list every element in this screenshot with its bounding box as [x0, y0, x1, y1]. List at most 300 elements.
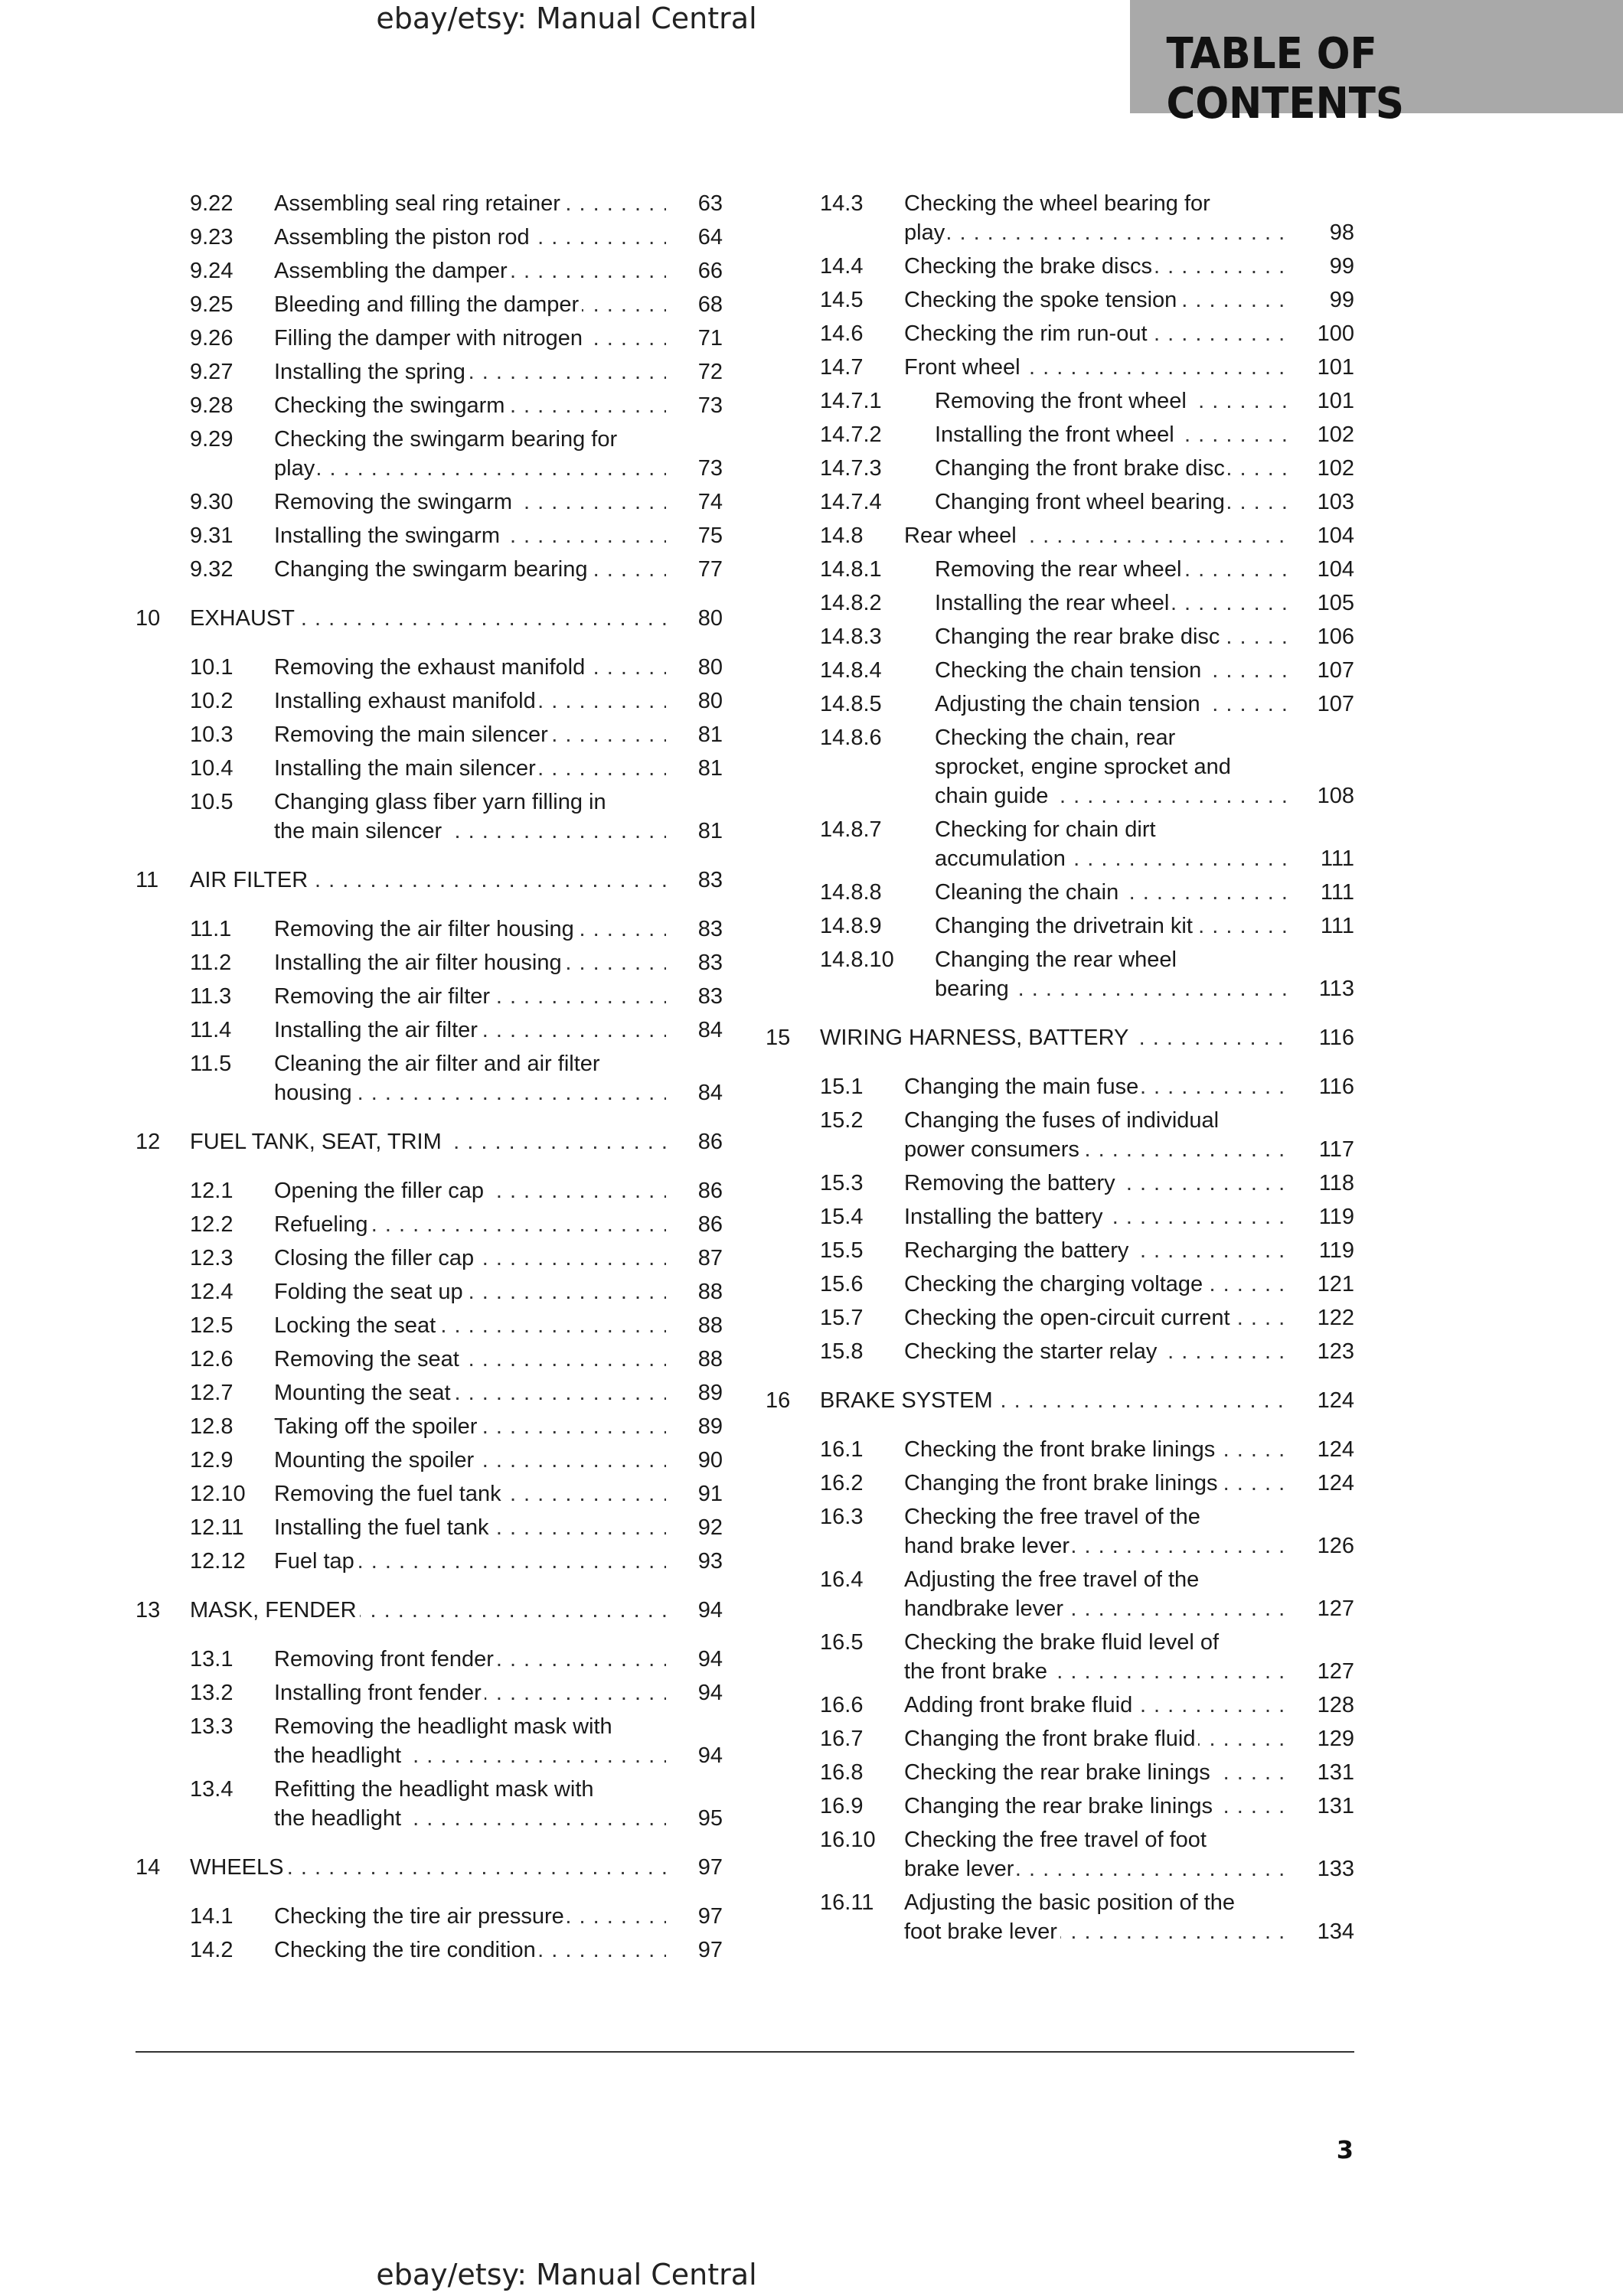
- toc-entry-page[interactable]: 113: [1318, 977, 1354, 1001]
- toc-entry-page[interactable]: 64: [697, 225, 723, 249]
- watermark-bottom: ebay/etsy: Manual Central: [376, 2258, 757, 2291]
- toc-entry-number: 16.9: [820, 1794, 864, 1818]
- toc-entry-page[interactable]: 99: [1329, 254, 1354, 279]
- toc-entry-title[interactable]: [935, 386, 1290, 416]
- toc-entry-number: 9.31: [190, 523, 233, 548]
- toc-entry-page[interactable]: 81: [697, 722, 723, 747]
- toc-entry-title[interactable]: [274, 982, 666, 1011]
- toc-entry-title-text: Removing the battery: [904, 1171, 1118, 1195]
- toc-entry-title-text: Checking the rim run-out: [904, 321, 1151, 346]
- toc-entry-number: 14.6: [820, 321, 864, 346]
- toc-entry-page[interactable]: 119: [1318, 1205, 1354, 1229]
- toc-entry-number: 12.1: [190, 1179, 233, 1203]
- toc-entry-title[interactable]: [274, 1277, 666, 1306]
- toc-entry-page[interactable]: 89: [697, 1381, 723, 1405]
- toc-entry-page[interactable]: 77: [697, 557, 723, 582]
- toc-entry-title-text: WIRING HARNESS, BATTERY: [820, 1026, 1132, 1050]
- toc-entry-number: 9.24: [190, 259, 233, 283]
- toc-entry-page[interactable]: 81: [697, 819, 723, 843]
- toc-entry-title[interactable]: [904, 1854, 1290, 1883]
- toc-entry-page[interactable]: 94: [697, 1681, 723, 1705]
- toc-entry-number: 12.9: [190, 1448, 233, 1473]
- toc-entry-title[interactable]: [274, 1547, 666, 1576]
- toc-entry-title-text: Checking the open-circuit current: [904, 1306, 1233, 1330]
- toc-entry-page[interactable]: 68: [697, 292, 723, 317]
- toc-entry-page[interactable]: 95: [697, 1806, 723, 1831]
- toc-entry-page[interactable]: 81: [697, 756, 723, 781]
- toc-entry-title[interactable]: [274, 1645, 666, 1674]
- toc-entry-number: 12.8: [190, 1414, 233, 1439]
- toc-entry-page[interactable]: 73: [697, 393, 723, 418]
- toc-entry-title[interactable]: [274, 1446, 666, 1475]
- toc-entry-number: 10.5: [190, 790, 233, 814]
- toc-entry-title[interactable]: [935, 752, 1608, 781]
- toc-entry-title-text: Checking the starter relay: [904, 1339, 1160, 1364]
- toc-entry-number: 10.4: [190, 756, 233, 781]
- toc-entry-title-text: Checking the chain, rear: [935, 726, 1178, 750]
- toc-entry-number: 9.27: [190, 360, 233, 384]
- toc-entry-title-text: Changing the fuses of individual: [904, 1108, 1222, 1133]
- toc-entry-number: 14.4: [820, 254, 864, 279]
- toc-entry-title-text: Taking off the spoiler: [274, 1414, 480, 1439]
- toc-entry-title[interactable]: [904, 521, 1290, 550]
- toc-entry-page[interactable]: 127: [1317, 1596, 1354, 1621]
- toc-entry-number: 13.1: [190, 1647, 233, 1671]
- toc-entry-title[interactable]: [274, 1513, 666, 1542]
- toc-entry-title[interactable]: [274, 948, 666, 977]
- toc-entry-page[interactable]: 63: [697, 191, 723, 216]
- toc-entry-title-text: Removing the main silencer: [274, 722, 551, 747]
- toc-entry-title[interactable]: [274, 391, 666, 420]
- toc-entry-title[interactable]: [904, 353, 1290, 382]
- toc-entry-page[interactable]: 83: [697, 951, 723, 975]
- toc-entry-page[interactable]: 119: [1318, 1238, 1354, 1263]
- toc-entry-title[interactable]: [274, 817, 666, 846]
- toc-entry-number: 16.7: [820, 1727, 864, 1751]
- toc-entry-page[interactable]: 83: [697, 984, 723, 1009]
- toc-entry-title[interactable]: [935, 690, 1290, 719]
- toc-entry-title[interactable]: [274, 1479, 666, 1508]
- toc-entry-title[interactable]: [274, 454, 666, 483]
- toc-entry-page[interactable]: 102: [1317, 422, 1354, 447]
- toc-entry-title-text: Removing the exhaust manifold: [274, 655, 588, 680]
- toc-entry-number: 12.4: [190, 1280, 233, 1304]
- toc-entry-title[interactable]: [904, 1135, 1290, 1164]
- toc-entry-title-text: Refitting the headlight mask with: [274, 1777, 597, 1802]
- toc-entry-title[interactable]: [274, 1775, 766, 1804]
- toc-entry-title-text: accumulation: [935, 846, 1069, 871]
- toc-entry-number: 11.1: [190, 917, 232, 941]
- toc-entry-number: 15.8: [820, 1339, 864, 1364]
- toc-entry-page[interactable]: 90: [697, 1448, 723, 1473]
- toc-entry-page[interactable]: 104: [1317, 557, 1354, 582]
- toc-entry-page[interactable]: 97: [697, 1938, 723, 1962]
- toc-entry-title[interactable]: [190, 1853, 666, 1882]
- toc-entry-title-text: Refueling: [274, 1212, 371, 1237]
- toc-entry-title[interactable]: [904, 1236, 1290, 1265]
- toc-entry-page[interactable]: 66: [697, 259, 723, 283]
- toc-entry-title-text: Checking for chain dirt: [935, 817, 1159, 842]
- toc-entry-title[interactable]: [904, 252, 1290, 281]
- toc-entry-page[interactable]: 127: [1317, 1659, 1354, 1684]
- toc-entry-title[interactable]: [935, 656, 1290, 685]
- toc-entry-page[interactable]: 111: [1320, 914, 1354, 938]
- toc-entry-number: 14.8.8: [820, 880, 882, 905]
- toc-entry-title-text: the front brake: [904, 1659, 1050, 1684]
- toc-entry-page[interactable]: 105: [1317, 591, 1354, 615]
- toc-entry-title[interactable]: [935, 589, 1290, 618]
- toc-entry-page[interactable]: 86: [697, 1212, 723, 1237]
- toc-entry-page[interactable]: 128: [1317, 1693, 1354, 1717]
- toc-entry-title[interactable]: [190, 1127, 666, 1156]
- toc-entry-title[interactable]: [904, 1792, 1290, 1821]
- toc-entry-title[interactable]: [904, 1270, 1290, 1299]
- toc-entry-title[interactable]: [274, 223, 666, 252]
- toc-entry-title-text: Checking the swingarm: [274, 393, 508, 418]
- toc-entry-title[interactable]: [904, 1594, 1290, 1623]
- toc-entry-page[interactable]: 83: [697, 917, 723, 941]
- toc-entry-page[interactable]: 72: [697, 360, 723, 384]
- toc-entry-title-text: bearing: [935, 977, 1012, 1001]
- toc-entry-title[interactable]: [190, 866, 666, 895]
- toc-entry-title[interactable]: [274, 1016, 666, 1045]
- toc-entry-page[interactable]: 111: [1320, 846, 1354, 871]
- toc-entry-title-text: Front wheel: [904, 355, 1024, 380]
- toc-entry-title[interactable]: [904, 1303, 1290, 1332]
- toc-entry-title[interactable]: [935, 912, 1290, 941]
- toc-entry-title[interactable]: [274, 687, 666, 716]
- toc-entry-title[interactable]: [904, 1657, 1290, 1686]
- toc-entry-number: 14: [136, 1855, 161, 1880]
- toc-entry-title[interactable]: [904, 1758, 1290, 1787]
- toc-entry-title-text: EXHAUST: [190, 606, 298, 631]
- toc-entry-title[interactable]: [274, 1902, 666, 1931]
- toc-entry-number: 11.2: [190, 951, 232, 975]
- toc-entry-title[interactable]: [274, 1712, 766, 1741]
- toc-entry-page[interactable]: 88: [697, 1313, 723, 1338]
- toc-entry-number: 14.3: [820, 191, 864, 216]
- toc-entry-page[interactable]: 118: [1318, 1171, 1354, 1195]
- toc-entry-title[interactable]: [904, 1169, 1290, 1198]
- toc-entry-page[interactable]: 121: [1317, 1272, 1354, 1296]
- toc-entry-page[interactable]: 94: [697, 1743, 723, 1768]
- toc-entry-title-text: WHEELS: [190, 1855, 286, 1880]
- toc-entry-number: 16.10: [820, 1828, 876, 1852]
- toc-entry-title[interactable]: [274, 1345, 666, 1374]
- toc-entry-number: 12: [136, 1130, 161, 1154]
- toc-entry-title[interactable]: [935, 420, 1290, 449]
- toc-entry-title[interactable]: [190, 1596, 666, 1625]
- toc-entry-title[interactable]: [904, 1469, 1290, 1498]
- toc-entry-title[interactable]: [274, 1049, 766, 1078]
- watermark-top: ebay/etsy: Manual Central: [376, 2, 757, 35]
- toc-entry-title[interactable]: [904, 189, 1608, 218]
- toc-entry-number: 16.4: [820, 1567, 864, 1592]
- toc-entry-title-text: Removing the seat: [274, 1347, 462, 1371]
- toc-entry-title-text: Assembling the damper: [274, 259, 511, 283]
- toc-entry-title-text: Removing the headlight mask with: [274, 1714, 616, 1739]
- toc-entry-page[interactable]: 98: [1329, 220, 1354, 245]
- toc-entry-title[interactable]: [274, 1804, 666, 1833]
- toc-entry-title-text: Checking the rear brake linings: [904, 1760, 1213, 1785]
- toc-entry-title[interactable]: [904, 319, 1290, 348]
- toc-entry-page[interactable]: 116: [1318, 1026, 1354, 1050]
- toc-entry-title[interactable]: [274, 488, 666, 517]
- toc-entry-title[interactable]: [904, 1202, 1290, 1231]
- toc-entry-page[interactable]: 91: [697, 1482, 723, 1506]
- toc-entry-number: 10.2: [190, 689, 233, 713]
- toc-entry-number: 15.6: [820, 1272, 864, 1296]
- toc-entry-page[interactable]: 99: [1329, 288, 1354, 312]
- toc-entry-number: 11.3: [190, 984, 232, 1009]
- toc-entry-page[interactable]: 107: [1317, 692, 1354, 716]
- toc-entry-page[interactable]: 131: [1317, 1760, 1354, 1785]
- toc-entry-page[interactable]: 124: [1317, 1437, 1354, 1462]
- toc-entry-page[interactable]: 124: [1317, 1388, 1354, 1413]
- toc-entry-title[interactable]: [274, 1244, 666, 1273]
- toc-entry-page[interactable]: 116: [1318, 1075, 1354, 1099]
- toc-entry-page[interactable]: 75: [697, 523, 723, 548]
- toc-entry-page[interactable]: 104: [1317, 523, 1354, 548]
- toc-entry-title-text: Changing the front brake fluid: [904, 1727, 1198, 1751]
- toc-entry-title[interactable]: [274, 1078, 666, 1107]
- toc-entry-title[interactable]: [904, 1917, 1290, 1946]
- toc-entry-number: 16.3: [820, 1505, 864, 1529]
- toc-entry-page[interactable]: 74: [697, 490, 723, 514]
- toc-entry-title[interactable]: [935, 454, 1290, 483]
- toc-entry-number: 13.3: [190, 1714, 233, 1739]
- toc-entry-number: 16.8: [820, 1760, 864, 1785]
- toc-entry-title[interactable]: [274, 357, 666, 386]
- toc-entry-page[interactable]: 88: [697, 1280, 723, 1304]
- toc-entry-page[interactable]: 84: [697, 1081, 723, 1105]
- toc-entry-title[interactable]: [935, 723, 1608, 752]
- footer-divider: [136, 2051, 1354, 2053]
- toc-entry-page[interactable]: 84: [697, 1018, 723, 1042]
- toc-entry-title[interactable]: [904, 1825, 1608, 1854]
- toc-entry-number: 14.7: [820, 355, 864, 380]
- toc-entry-title-text: Checking the free travel of the: [904, 1505, 1203, 1529]
- toc-entry-page[interactable]: 89: [697, 1414, 723, 1439]
- toc-entry-title-text: Removing the rear wheel: [935, 557, 1184, 582]
- toc-entry-number: 16.2: [820, 1471, 864, 1495]
- toc-entry-page[interactable]: 97: [697, 1904, 723, 1929]
- toc-entry-number: 14.7.4: [820, 490, 882, 514]
- toc-entry-number: 15.1: [820, 1075, 864, 1099]
- toc-entry-number: 16.6: [820, 1693, 864, 1717]
- toc-entry-number: 15.5: [820, 1238, 864, 1263]
- toc-entry-title[interactable]: [274, 1412, 666, 1441]
- toc-entry-title-text: play: [904, 220, 948, 245]
- toc-entry-title-text: Opening the filler cap: [274, 1179, 487, 1203]
- toc-entry-number: 12.2: [190, 1212, 233, 1237]
- toc-entry-title[interactable]: [904, 1531, 1290, 1561]
- toc-entry-title-text: Rear wheel: [904, 523, 1020, 548]
- toc-entry-page[interactable]: 80: [697, 655, 723, 680]
- toc-entry-title[interactable]: [935, 844, 1290, 873]
- toc-entry-page[interactable]: 80: [697, 606, 723, 631]
- toc-entry-page[interactable]: 106: [1317, 625, 1354, 649]
- toc-entry-title[interactable]: [904, 1337, 1290, 1366]
- toc-entry-page[interactable]: 83: [697, 868, 723, 892]
- toc-entry-title-text: Checking the swingarm bearing for: [274, 427, 620, 452]
- toc-entry-number: 12.11: [190, 1515, 244, 1540]
- toc-entry-number: 15.2: [820, 1108, 864, 1133]
- toc-entry-title[interactable]: [274, 653, 666, 682]
- toc-entry-title[interactable]: [274, 1210, 666, 1239]
- toc-entry-title[interactable]: [274, 1176, 666, 1205]
- toc-entry-title[interactable]: [935, 781, 1290, 810]
- toc-entry-title[interactable]: [820, 1023, 1290, 1052]
- toc-entry-title-text: Installing the rear wheel: [935, 591, 1172, 615]
- toc-entry-number: 14.8.2: [820, 591, 882, 615]
- toc-entry-title[interactable]: [274, 425, 766, 454]
- toc-entry-title-text: hand brake lever: [904, 1534, 1073, 1558]
- toc-entry-title[interactable]: [935, 555, 1290, 584]
- toc-entry-title[interactable]: [904, 1628, 1608, 1657]
- toc-entry-page[interactable]: 117: [1318, 1137, 1354, 1162]
- toc-entry-number: 15.3: [820, 1171, 864, 1195]
- toc-entry-number: 11.5: [190, 1052, 232, 1076]
- toc-entry-title-text: Checking the front brake linings: [904, 1437, 1218, 1462]
- toc-entry-title[interactable]: [274, 256, 666, 285]
- toc-entry-page[interactable]: 108: [1317, 784, 1354, 808]
- toc-entry-title[interactable]: [904, 1072, 1290, 1101]
- toc-entry-number: 14.7.1: [820, 389, 882, 413]
- toc-entry-page[interactable]: 87: [697, 1246, 723, 1270]
- toc-entry-page[interactable]: 133: [1317, 1857, 1354, 1881]
- toc-entry-title-text: Assembling seal ring retainer: [274, 191, 563, 216]
- toc-entry-title-text: chain guide: [935, 784, 1051, 808]
- toc-entry-number: 12.12: [190, 1549, 246, 1574]
- toc-entry-title[interactable]: [820, 1386, 1290, 1415]
- page-title: TABLE OF CONTENTS: [1166, 29, 1404, 129]
- toc-entry-number: 14.8.1: [820, 557, 882, 582]
- toc-entry-number: 9.29: [190, 427, 233, 452]
- toc-entry-title[interactable]: [904, 1888, 1608, 1917]
- toc-entry-page[interactable]: 103: [1317, 490, 1354, 514]
- toc-entry-title[interactable]: [274, 1936, 666, 1965]
- toc-entry-page[interactable]: 124: [1317, 1471, 1354, 1495]
- toc-entry-page[interactable]: 86: [697, 1179, 723, 1203]
- toc-entry-title[interactable]: [904, 285, 1290, 315]
- toc-entry-number: 14.8.6: [820, 726, 882, 750]
- toc-entry-title[interactable]: [904, 1502, 1608, 1531]
- toc-entry-title[interactable]: [904, 1435, 1290, 1464]
- toc-entry-number: 14.8.4: [820, 658, 882, 683]
- toc-entry-number: 10.3: [190, 722, 233, 747]
- toc-entry-number: 13.4: [190, 1777, 233, 1802]
- toc-entry-title[interactable]: [274, 290, 666, 319]
- toc-entry-number: 15.7: [820, 1306, 864, 1330]
- toc-entry-title-text: Cleaning the air filter and air filter: [274, 1052, 603, 1076]
- toc-entry-title[interactable]: [904, 1691, 1290, 1720]
- toc-entry-number: 14.8: [820, 523, 864, 548]
- toc-entry-title[interactable]: [904, 218, 1290, 247]
- toc-entry-title[interactable]: [274, 720, 666, 749]
- toc-entry-title[interactable]: [190, 604, 666, 633]
- toc-entry-title[interactable]: [274, 1378, 666, 1407]
- toc-entry-page[interactable]: 86: [697, 1130, 723, 1154]
- toc-entry-title[interactable]: [274, 788, 766, 817]
- toc-entry-title-text: Mounting the seat: [274, 1381, 454, 1405]
- toc-entry-page[interactable]: 97: [697, 1855, 723, 1880]
- toc-entry-page[interactable]: 123: [1317, 1339, 1354, 1364]
- toc-entry-page[interactable]: 94: [697, 1598, 723, 1623]
- toc-entry-number: 14.8.3: [820, 625, 882, 649]
- toc-entry-title-text: Cleaning the chain: [935, 880, 1122, 905]
- toc-entry-title-text: Closing the filler cap: [274, 1246, 477, 1270]
- toc-entry-page[interactable]: 73: [697, 456, 723, 481]
- toc-entry-title[interactable]: [904, 1106, 1608, 1135]
- toc-entry-title[interactable]: [904, 1565, 1608, 1594]
- toc-entry-number: 14.8.10: [820, 947, 894, 972]
- toc-entry-page[interactable]: 107: [1317, 658, 1354, 683]
- toc-entry-number: 9.22: [190, 191, 233, 216]
- toc-entry-title-text: Changing the rear wheel: [935, 947, 1180, 972]
- toc-entry-title-text: Checking the free travel of foot: [904, 1828, 1210, 1852]
- toc-entry-title-text: the main silencer: [274, 819, 445, 843]
- toc-entry-title[interactable]: [274, 189, 666, 218]
- toc-entry-page[interactable]: 94: [697, 1647, 723, 1671]
- toc-entry-page[interactable]: 102: [1317, 456, 1354, 481]
- toc-entry-title[interactable]: [935, 488, 1290, 517]
- toc-entry-page[interactable]: 122: [1317, 1306, 1354, 1330]
- toc-entry-title[interactable]: [274, 1311, 666, 1340]
- toc-entry-title[interactable]: [274, 555, 666, 584]
- toc-entry-number: 15: [766, 1026, 791, 1050]
- toc-entry-title[interactable]: [274, 915, 666, 944]
- toc-entry-number: 15.4: [820, 1205, 864, 1229]
- toc-entry-page[interactable]: 100: [1317, 321, 1354, 346]
- toc-entry-page[interactable]: 129: [1317, 1727, 1354, 1751]
- toc-entry-title[interactable]: [935, 815, 1608, 844]
- toc-entry-title[interactable]: [935, 974, 1290, 1003]
- toc-entry-title[interactable]: [935, 878, 1290, 907]
- toc-entry-title-text: Removing the fuel tank: [274, 1482, 505, 1506]
- toc-entry-page[interactable]: 126: [1317, 1534, 1354, 1558]
- toc-entry-page[interactable]: 131: [1317, 1794, 1354, 1818]
- toc-entry-page[interactable]: 93: [697, 1549, 723, 1574]
- toc-entry-title[interactable]: [935, 945, 1608, 974]
- toc-entry-number: 13: [136, 1598, 161, 1623]
- toc-entry-page[interactable]: 92: [697, 1515, 723, 1540]
- toc-entry-title[interactable]: [274, 521, 666, 550]
- toc-entry-page[interactable]: 88: [697, 1347, 723, 1371]
- toc-entry-title[interactable]: [935, 622, 1290, 651]
- toc-entry-number: 16.11: [820, 1890, 874, 1915]
- toc-entry-title-text: the headlight: [274, 1743, 404, 1768]
- toc-entry-page[interactable]: 80: [697, 689, 723, 713]
- toc-entry-page[interactable]: 71: [697, 326, 723, 351]
- toc-entry-title-text: power consumers: [904, 1137, 1083, 1162]
- toc-entry-number: 9.23: [190, 225, 233, 249]
- toc-entry-page[interactable]: 101: [1317, 355, 1354, 380]
- toc-entry-page[interactable]: 134: [1317, 1919, 1354, 1944]
- toc-entry-number: 13.2: [190, 1681, 233, 1705]
- toc-entry-title[interactable]: [274, 1678, 666, 1707]
- toc-entry-title[interactable]: [274, 324, 666, 353]
- toc-entry-title[interactable]: [274, 1741, 666, 1770]
- toc-entry-number: 9.25: [190, 292, 233, 317]
- toc-entry-title-text: Locking the seat: [274, 1313, 439, 1338]
- toc-entry-page[interactable]: 111: [1320, 880, 1354, 905]
- toc-entry-title-text: BRAKE SYSTEM: [820, 1388, 996, 1413]
- toc-entry-title[interactable]: [274, 754, 666, 783]
- toc-entry-title-text: Installing the main silencer: [274, 756, 539, 781]
- toc-entry-title[interactable]: [904, 1724, 1290, 1753]
- toc-entry-page[interactable]: 101: [1317, 389, 1354, 413]
